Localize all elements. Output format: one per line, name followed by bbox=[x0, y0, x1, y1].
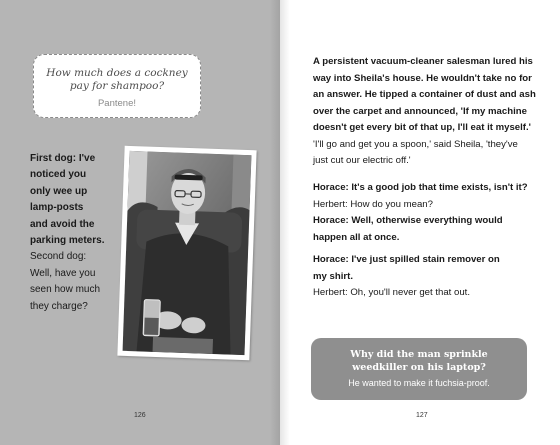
time-joke-line: Horace: It's a good job that time exists, isn't it? bbox=[313, 182, 528, 193]
left-joke-question: How much does a cockney pay for shampoo? bbox=[46, 67, 188, 92]
dog-line: seen how much bbox=[30, 284, 101, 296]
dog-dialogue bbox=[30, 151, 126, 315]
stain-joke-line: Herbert: Oh, you'll never get that out. bbox=[313, 287, 471, 298]
right-joke-question: Why did the man sprinkle weedkiller on his laptop? bbox=[350, 349, 488, 373]
stain-joke bbox=[313, 252, 543, 302]
dog-line: lamp-posts bbox=[30, 202, 84, 214]
stain-joke-line: my shirt. bbox=[313, 270, 353, 282]
salesman-line: way into Sheila's house. He wouldn't take no for bbox=[313, 72, 532, 84]
page-number-right: 127 bbox=[416, 412, 428, 419]
dog-line: and avoid the bbox=[30, 218, 95, 230]
photo-image bbox=[123, 151, 252, 355]
dog-line: parking meters. bbox=[30, 235, 105, 247]
time-joke-line: happen all at once. bbox=[313, 231, 400, 243]
left-joke-box bbox=[33, 54, 201, 118]
time-joke bbox=[313, 180, 543, 246]
dog-line: Well, have you bbox=[30, 267, 96, 279]
right-joke-box bbox=[311, 338, 527, 400]
man-portrait-illustration bbox=[123, 151, 252, 355]
salesman-line: doesn't get every bit of that up, I'll eat it myself.' bbox=[313, 122, 531, 133]
photo bbox=[117, 146, 256, 360]
page-number-left: 126 bbox=[134, 412, 146, 419]
dog-line: First dog: I've bbox=[30, 153, 96, 164]
time-joke-line: Horace: Well, otherwise everything would bbox=[313, 215, 503, 226]
dog-line: noticed you bbox=[30, 169, 87, 181]
dog-line: only wee up bbox=[30, 185, 88, 197]
dog-line: they charge? bbox=[30, 300, 88, 312]
stain-joke-line: Horace: I've just spilled stain remover on bbox=[313, 254, 500, 265]
salesman-line: A persistent vacuum-cleaner salesman lured his bbox=[313, 56, 533, 67]
salesman-line: just cut our electric off.' bbox=[313, 155, 411, 166]
time-joke-line: Herbert: How do you mean? bbox=[313, 198, 433, 210]
salesman-line: 'I'll go and get you a spoon,' said Sheila, 'they've bbox=[313, 138, 518, 150]
book-gutter bbox=[270, 0, 290, 445]
right-joke-answer: He wanted to make it fuchsia-proof. bbox=[348, 378, 490, 388]
salesman-line: an answer. He tipped a container of dust and ash bbox=[313, 89, 536, 100]
left-joke-answer: Pantene! bbox=[97, 98, 137, 109]
salesman-joke bbox=[313, 54, 543, 170]
dog-line: Second dog: bbox=[30, 251, 87, 263]
salesman-line: over the carpet and announced, 'If my machine bbox=[313, 105, 527, 117]
